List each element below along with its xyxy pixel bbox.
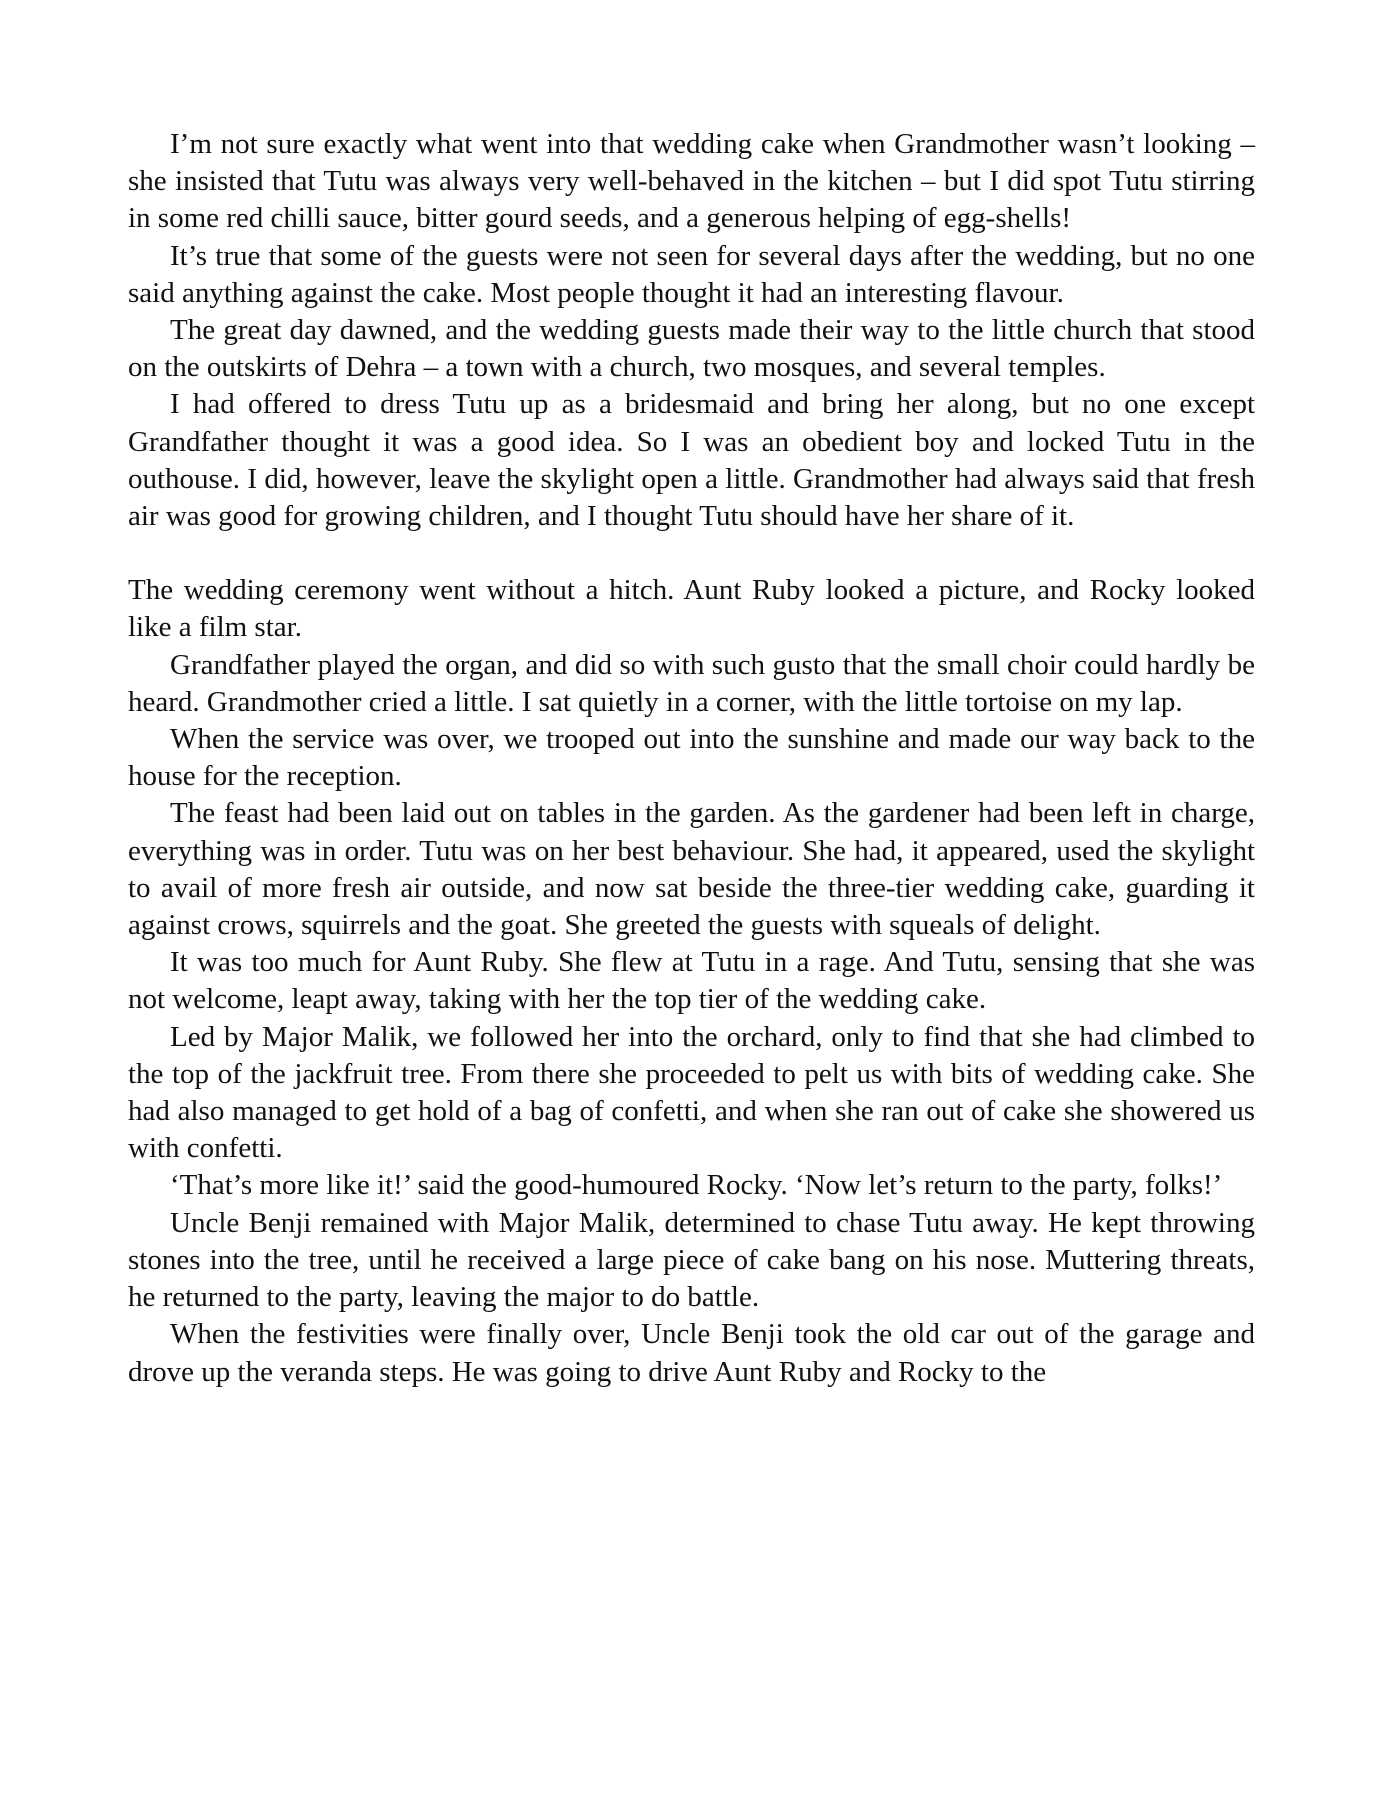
paragraph: The great day dawned, and the wedding guests made their way to the little church that stood on the outskirts of Dehra – a town with a church, two mosques, and several temples.: [128, 314, 1255, 384]
paragraph: It’s true that some of the guests were not seen for several days after the wedding, but no one said anything against the cake. Most people thought it had an interesting flavour.: [128, 239, 1255, 309]
section-first-paragraph: The wedding ceremony went without a hitch. Aunt Ruby looked a picture, and Rocky looked like a film star.: [128, 574, 1255, 644]
paragraph: Uncle Benji remained with Major Malik, determined to chase Tutu away. He kept throwing stones into the tree, until he received a large piece of cake bang on his nose. Muttering threats, he returned to the party, leaving the major to do battle.: [128, 1206, 1255, 1314]
paragraph: Led by Major Malik, we followed her into the orchard, only to find that she had climbed to the top of the jackfruit tree. From there she proceeded to pelt us with bits of wedding cake. She had also managed to get hold of a bag of confetti, and when she ran out of cake she showered us with confetti.: [128, 1020, 1255, 1165]
paragraph: When the festivities were finally over, Uncle Benji took the old car out of the garage and drove up the veranda steps. He was going to drive Aunt Ruby and Rocky to the: [128, 1318, 1255, 1388]
paragraph: I had offered to dress Tutu up as a bridesmaid and bring her along, but no one except Grandfather thought it was a good idea. So I was an obedient boy and locked Tutu in the outhouse. I did, however, leave the skylight open a little. Grandmother had always said that fresh air was good for growing children, and I thought Tutu should have her share of it.: [128, 388, 1255, 533]
paragraph: The feast had been laid out on tables in the garden. As the gardener had been left in charge, everything was in order. Tutu was on her best behaviour. She had, it appeared, used the skylight to avail of more fresh air outside, and now sat beside the three-tier wedding cake, guarding it against crows, squirrels and the goat. She greeted the guests with squeals of delight.: [128, 797, 1255, 942]
document-page: [128, 126, 1255, 1391]
paragraph: Grandfather played the organ, and did so with such gusto that the small choir could hardly be heard. Grandmother cried a little. I sat quietly in a corner, with the little tortoise on my lap.: [128, 648, 1255, 718]
paragraph: When the service was over, we trooped out into the sunshine and made our way back to the house for the reception.: [128, 723, 1255, 793]
paragraph: ‘That’s more like it!’ said the good-humoured Rocky. ‘Now let’s return to the party, folks!’: [170, 1169, 1223, 1202]
paragraph: I’m not sure exactly what went into that wedding cake when Grandmother wasn’t looking – she insisted that Tutu was always very well-behaved in the kitchen – but I did spot Tutu stirring in some red chilli sauce, bitter gourd seeds, and a generous helping of egg-shells!: [128, 128, 1255, 235]
paragraph: It was too much for Aunt Ruby. She flew at Tutu in a rage. And Tutu, sensing that she was not welcome, leapt away, taking with her the top tier of the wedding cake.: [128, 946, 1255, 1016]
